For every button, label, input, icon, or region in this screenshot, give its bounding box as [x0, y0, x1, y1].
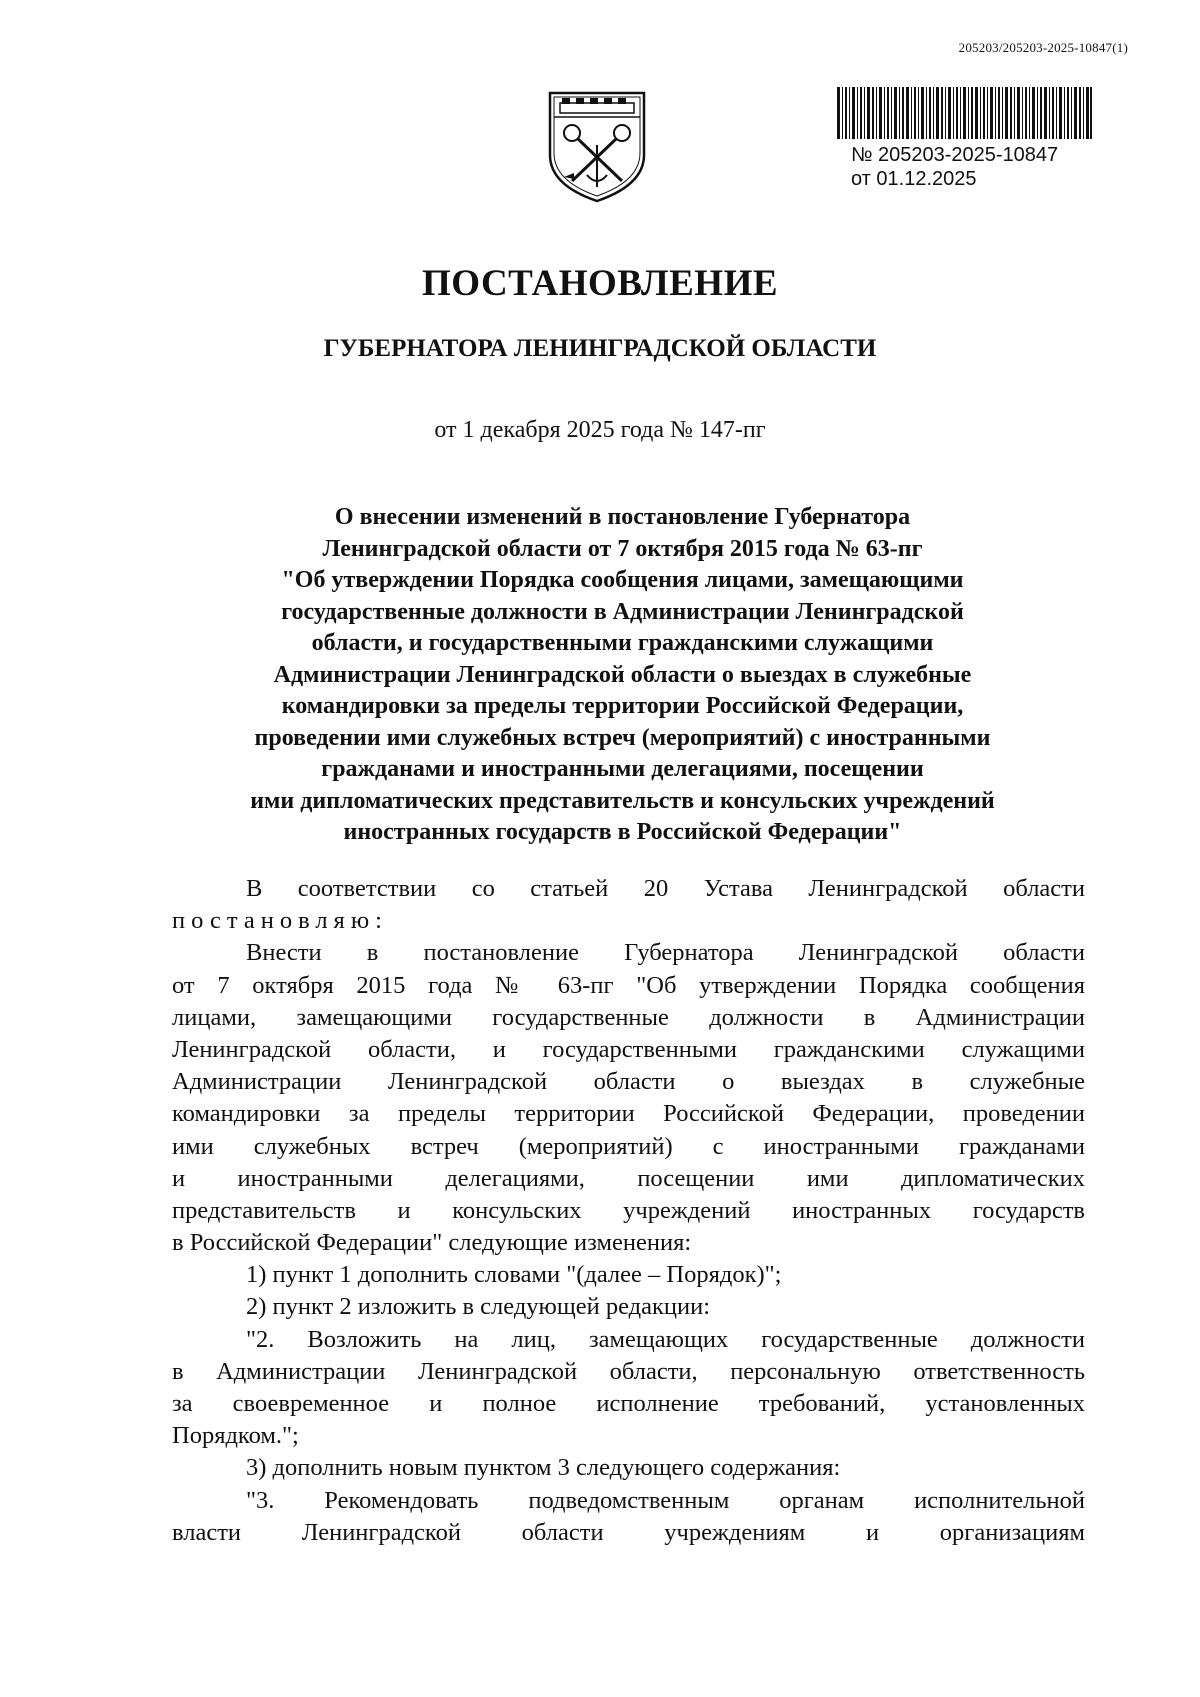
heading-line: Ленинградской области от 7 октября 2015 года № 63-пг [322, 535, 923, 562]
document-title: ПОСТАНОВЛЕНИЕ [421, 263, 779, 304]
body-line: за своевременное и полное исполнение требований, установленных [172, 1390, 1085, 1417]
body-line: и иностранными делегациями, посещении ими дипломатических [172, 1164, 1085, 1192]
heading-line: "Об утверждении Порядка сообщения лицами, замещающими [281, 567, 964, 593]
registration-block [851, 143, 1058, 191]
body-line: лицами, замещающими государственные должности в Администрации [172, 1003, 1085, 1031]
body-line: командировки за пределы территории Российской Федерации, проведении [172, 1100, 1085, 1128]
body-line: В соответствии со статьей 20 Устава Ленинградской области [246, 875, 1085, 902]
heading-line: гражданами и иностранными делегациями, посещении [321, 756, 924, 782]
document-body [172, 873, 1085, 1549]
body-line: "3. Рекомендовать подведомственным органам исполнительной [246, 1486, 1085, 1514]
coat-of-arms-emblem [542, 85, 652, 205]
body-line: Ленинградской области, и государственными гражданскими служащими [172, 1035, 1085, 1063]
body-line: Администрации Ленинградской области о выездах в служебные [172, 1068, 1085, 1096]
top-registry-number: 205203/205203-2025-10847(1) [958, 40, 1128, 55]
heading-line: государственные должности в Администрации Ленинградской [281, 598, 964, 625]
document-heading [170, 502, 1075, 849]
heading-line: проведении ими служебных встреч (мероприятий) с иностранными [254, 724, 991, 751]
document-date-line: от 1 декабря 2025 года № 147-пг [434, 417, 766, 443]
body-line: от 7 октября 2015 года № 63-пг "Об утверждении Порядка сообщения [172, 971, 1085, 999]
heading-line: области, и государственными гражданскими служащими [311, 630, 934, 656]
body-line: Порядком."; [172, 1422, 299, 1450]
body-line: в Российской Федерации" следующие изменения: [172, 1229, 692, 1257]
heading-line: иностранных государств в Российской Федерации" [343, 819, 902, 845]
body-line: ими служебных встреч (мероприятий) с иностранными гражданами [172, 1132, 1085, 1160]
document-subtitle: ГУБЕРНАТОРА ЛЕНИНГРАДСКОЙ ОБЛАСТИ [323, 335, 877, 362]
registration-date: от 01.12.2025 [851, 168, 977, 190]
body-line: представительств и консульских учреждений иностранных государств [172, 1196, 1085, 1224]
heading-line: командировки за пределы территории Российской Федерации, [281, 693, 964, 719]
body-line: в Администрации Ленинградской области, персональную ответственность [172, 1357, 1085, 1385]
body-line: власти Ленинградской области учреждениям и организациям [172, 1518, 1085, 1546]
body-line: 3) дополнить новым пунктом 3 следующего содержания: [246, 1454, 841, 1482]
body-line-decree-word: постановляю: [172, 907, 388, 935]
registration-number: № 205203-2025-10847 [851, 144, 1059, 166]
body-line: 2) пункт 2 изложить в следующей редакции: [246, 1293, 711, 1321]
body-line: 1) пункт 1 дополнить словами "(далее – Порядок)"; [246, 1261, 782, 1289]
body-line: "2. Возложить на лиц, замещающих государственные должности [246, 1325, 1085, 1353]
heading-line: Администрации Ленинградской области о выездах в служебные [273, 661, 972, 688]
barcode [837, 87, 1092, 139]
body-line: Внести в постановление Губернатора Ленинградской области [246, 939, 1085, 967]
heading-line: О внесении изменений в постановление Губернатора [334, 504, 911, 530]
heading-line: ими дипломатических представительств и консульских учреждений [250, 787, 995, 814]
